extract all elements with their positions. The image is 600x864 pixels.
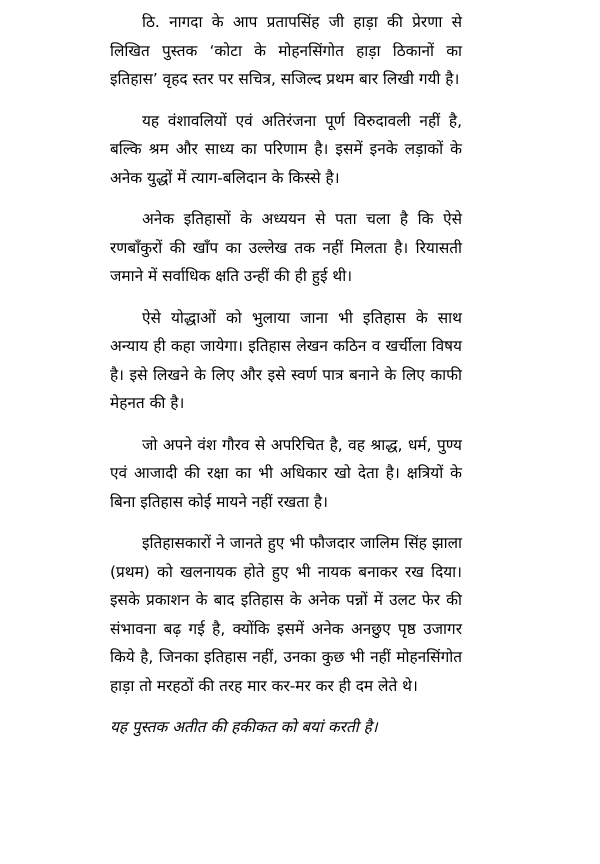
paragraph-1: ठि. नागदा के आप प्रतापसिंह जी हाड़ा की प्रेरणा से लिखित पुस्तक ‘कोटा के मोहनसिंगोत हाड़ा ठिकानों का इतिहास’ वृहद स्तर पर सचित्र, सजिल्द प्रथम बार लिखी गयी है। (110, 13, 462, 88)
document-page (110, 8, 462, 755)
paragraph-4: ऐसे योद्धाओं को भुलाया जाना भी इतिहास के साथ अन्याय ही कहा जायेगा। इतिहास लेखन कठिन व खर्चीला विषय है। इसे लिखने के लिए और इसे स्वर्ण पात्र बनाने के लिए काफी मेहनत की है। (110, 308, 462, 412)
paragraph-6: इतिहासकारों ने जानते हुए भी फौजदार जालिम सिंह झाला (प्रथम) को खलनायक होते हुए भी नायक बनाकर रख दिया। इसके प्रकाशन के बाद इतिहास के अनेक पन्नों में उलट फेर की संभावना बढ़ गई है, क्योंकि इसमें अनेक अनछुए पृष्ठ उजागर किये है, जिनका इतिहास नहीं, उनका कुछ भी नहीं मोहनसिंगोत हाड़ा तो मरहठों की तरह मार कर-मर कर ही दम लेते थे। (110, 534, 462, 695)
paragraph-5: जो अपने वंश गौरव से अपरिचित है, वह श्राद्ध, धर्म, पुण्य एवं आजादी की रक्षा का भी अधिकार खो देता है। क्षत्रियों के बिना इतिहास कोई मायने नहीं रखता है। (110, 435, 462, 511)
closing-line: यह पुस्तक अतीत की हकीकत को बयां करती है। (110, 718, 378, 736)
paragraph-3: अनेक इतिहासों के अध्ययन से पता चला है कि ऐसे रणबाँकुरों की खाँप का उल्लेख तक नहीं मिलता है। रियासती जमाने में सर्वाधिक क्षति उन्हीं की ही हुई थी। (110, 210, 462, 285)
paragraph-2: यह वंशावलियों एवं अतिरंजना पूर्ण विरुदावली नहीं है, बल्कि श्रम और साध्य का परिणाम है। इसमें इनके लड़ाकों के अनेक युद्धों में त्याग-बलिदान के किस्से है। (110, 111, 462, 187)
